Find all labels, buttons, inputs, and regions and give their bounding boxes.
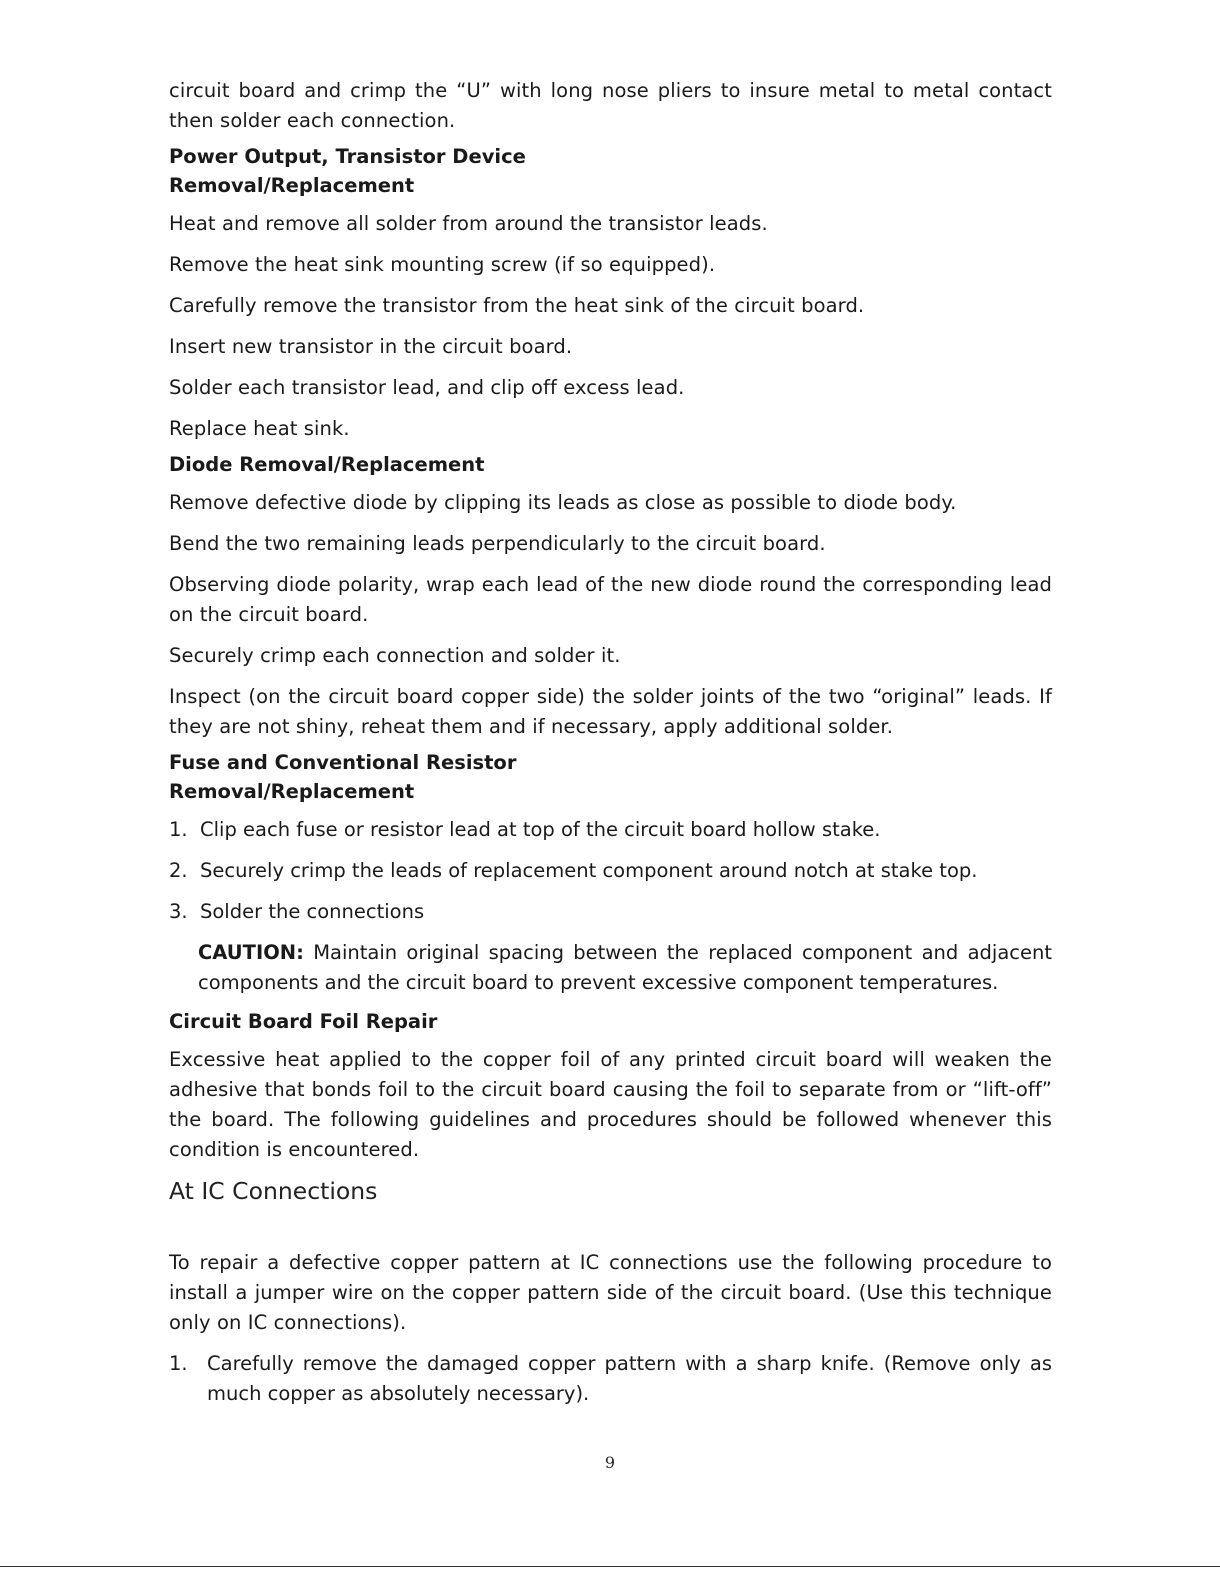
heading-line: Fuse and Conventional Resistor: [169, 751, 517, 774]
list-item: [169, 815, 1052, 845]
heading-line: Power Output, Transistor Device: [169, 145, 526, 168]
foil-paragraph: Excessive heat applied to the copper foil of any printed circuit board will weaken the adhesive that bonds foil to the circuit board causing the foil to separate from or “lift-off” the board. The following guidelines and procedures should be followed whenever this condition is encountered.: [169, 1048, 1052, 1161]
step-paragraph: Inspect (on the circuit board copper side) the solder joints of the two “original” leads. If they are not shiny, reheat them and if necessary, apply additional solder.: [169, 685, 1052, 738]
list-text: Solder the connections: [200, 900, 425, 923]
step-paragraph: Insert new transistor in the circuit board.: [169, 335, 573, 358]
page-divider: [0, 1566, 1220, 1567]
step-paragraph: Bend the two remaining leads perpendicularly to the circuit board.: [169, 532, 826, 555]
caution-label: CAUTION:: [198, 941, 304, 964]
step-paragraph: Carefully remove the transistor from the heat sink of the circuit board.: [169, 294, 865, 317]
ic-paragraph: To repair a defective copper pattern at IC connections use the following procedure to install a jumper wire on the copper pattern side of the circuit board. (Use this technique only on IC connections).: [169, 1251, 1052, 1334]
fuse-steps-list: [169, 815, 1052, 927]
intro-paragraph: circuit board and crimp the “U” with long nose pliers to insure metal to metal contact then solder each connection.: [169, 79, 1052, 132]
list-item: [169, 856, 1052, 886]
section-heading-power-output: [169, 142, 1052, 200]
step-paragraph: Remove defective diode by clipping its leads as close as possible to diode body.: [169, 491, 957, 514]
step-paragraph: Solder each transistor lead, and clip off excess lead.: [169, 376, 685, 399]
list-text: Carefully remove the damaged copper pattern with a sharp knife. (Remove only as much copper as absolutely necessary).: [207, 1352, 1052, 1405]
caution-note: [198, 938, 1052, 998]
page-number: 9: [604, 1453, 616, 1472]
step-paragraph: Securely crimp each connection and solder it.: [169, 644, 621, 667]
list-number: 1.: [169, 1352, 188, 1375]
subsection-heading-ic: At IC Connections: [169, 1177, 378, 1205]
list-item: [169, 1349, 1052, 1409]
section-heading-foil-repair: Circuit Board Foil Repair: [169, 1010, 438, 1033]
list-number: 1.: [169, 818, 188, 841]
step-paragraph: Remove the heat sink mounting screw (if so equipped).: [169, 253, 716, 276]
list-number: 3.: [169, 900, 188, 923]
heading-line: Removal/Replacement: [169, 780, 415, 803]
list-text: Clip each fuse or resistor lead at top of the circuit board hollow stake.: [200, 818, 881, 841]
list-text: Securely crimp the leads of replacement component around notch at stake top.: [200, 859, 978, 882]
list-item: [169, 897, 1052, 927]
step-paragraph: Replace heat sink.: [169, 417, 350, 440]
section-heading-fuse-resistor: [169, 748, 1052, 806]
document-page: [169, 76, 1052, 1420]
list-number: 2.: [169, 859, 188, 882]
ic-steps-list: [169, 1349, 1052, 1409]
step-paragraph: Observing diode polarity, wrap each lead of the new diode round the corresponding lead on the circuit board.: [169, 573, 1052, 626]
heading-line: Removal/Replacement: [169, 174, 415, 197]
section-heading-diode: Diode Removal/Replacement: [169, 453, 485, 476]
step-paragraph: Heat and remove all solder from around the transistor leads.: [169, 212, 768, 235]
caution-text: Maintain original spacing between the replaced component and adjacent components and the circuit board to prevent excessive component temperatures.: [198, 941, 1052, 994]
